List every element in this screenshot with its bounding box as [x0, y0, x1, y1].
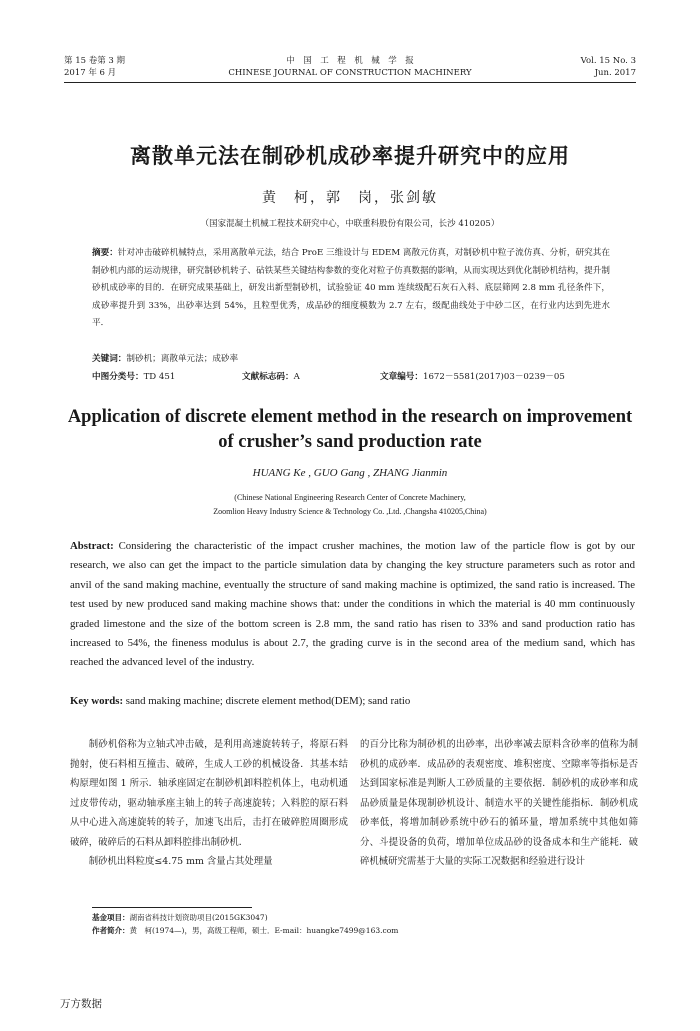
volume-en: Vol. 15 No. 3 — [580, 56, 636, 66]
abstract-en-text: Considering the characteristic of the impact crusher machines, the motion law of the particle flow is got by our research, we also can get the impact to the particle simulation data by changing the key structure parameters such as rotor and anvil of the sand making machine, eventually the structure of sand making machine is optimized, the sand ratio is increased. The test used by new produced sand making machine shows that: under the conditions in which the material is 40 mm continuously graded limestone and the size of the bottom screen is 2.8 mm, the sand ratio has risen to 33% and sand production ratio has increased to 54%, the fineness modulus is about 2.7, the grading curve is in the second area of the medium sand, which has reached the advanced level of the industry. — [70, 540, 635, 669]
wanfang-watermark: 万方数据 — [60, 998, 102, 1010]
affiliation-en-line2: Zoomlion Heavy Industry Science & Technology Co. ,Ltd. ,Changsha 410205,China) — [213, 507, 487, 516]
article-number — [380, 370, 565, 385]
title-cn: 离散单元法在制砂机成砂率提升研究中的应用 — [130, 144, 570, 168]
fund-label: 基金项目： — [92, 913, 130, 922]
body-paragraph: 制砂机俗称为立轴式冲击破，是利用高速旋转转子，将原石料抛射，使石料相互撞击、破碎，生成人工砂的机械设备．其基本结构原理如图 1 所示．轴承座固定在制砂机卸料腔机体上，电动机通过皮带传动，驱动轴承座主轴上的转子高速旋转；入料腔的原石料从中心进入高速旋转的转子，加速飞出后，击打在破碎腔周圈形成破碎，破碎后的石料从卸料腔排出制砂机． — [70, 739, 348, 848]
authors-en: HUANG Ke , GUO Gang , ZHANG Jianmin — [252, 467, 448, 479]
body-column-left — [70, 735, 348, 872]
footnote-rule — [92, 907, 252, 908]
date-cn: 2017 年 6 月 — [64, 68, 117, 78]
article-value: 1672－5581(2017)03－0239－05 — [422, 372, 565, 382]
abstract-cn-text: 针对冲击破碎机械特点，采用离散单元法，结合 ProE 三维设计与 EDEM 离散元仿真，对制砂机中粒子流仿真、分析，研究其在制砂机内部的运动规律，研究制砂机转子、砧铁某些关键结构参数的变化对粒子仿真数据的影响，从而实现达到优化制砂机结构，提升制砂机成砂率的目的．在研究成果基础上，研发出新型制砂机，试验验证 40 mm 连续级配石灰石入料、底层筛网 2.8 mm 孔径条件下，成砂率提升到 33%，出砂率达到 54%，且粒型优秀，成品砂的细度模数为 2.7 左右，级配曲线处于中砂二区，在行业内达到先进水平． — [92, 248, 610, 328]
doc-label: 文献标志码： — [242, 372, 294, 382]
affiliation-cn: （国家混凝土机械工程技术研究中心，中联重科股份有限公司，长沙 410205） — [200, 219, 500, 229]
abstract-cn-label: 摘要： — [92, 248, 118, 258]
abstract-cn — [92, 245, 610, 333]
keywords-cn-label: 关键词： — [92, 354, 127, 364]
author-bio-text: 黄 柯(1974—)，男，高级工程师，硕士．E-mail：huangke7499@163.com — [129, 925, 399, 935]
doc-code — [242, 370, 300, 385]
authors-cn: 黄 柯，郭 岗，张剑敏 — [262, 190, 438, 206]
footnote — [92, 912, 398, 937]
clc-value: TD 451 — [143, 372, 176, 382]
keywords-en — [70, 692, 635, 710]
fund-text: 湖南省科技计划资助项目(2015GK3047) — [129, 913, 268, 922]
keywords-en-label: Key words: — [70, 695, 124, 707]
date-en: Jun. 2017 — [594, 68, 636, 78]
affiliation-en — [0, 491, 700, 519]
body-paragraph: 制砂机出料粒度≤4.75 mm 含量占其处理量 — [88, 856, 273, 867]
keywords-cn — [92, 352, 610, 367]
footnote-author — [92, 925, 398, 938]
title-en: Application of discrete element method in the research on improvement of crusher’s sand production rate — [67, 407, 633, 452]
abstract-en — [70, 537, 635, 673]
clc-label: 中图分类号： — [92, 372, 144, 382]
abstract-en-label: Abstract: — [70, 540, 114, 552]
body-column-right — [360, 735, 638, 872]
volume-cn: 第 15 卷第 3 期 — [64, 56, 126, 66]
article-label: 文章编号： — [380, 372, 423, 382]
page-header — [64, 55, 636, 85]
author-bio-label: 作者简介： — [92, 925, 130, 935]
clc-number — [92, 370, 175, 385]
journal-name-en: CHINESE JOURNAL OF CONSTRUCTION MACHINERY — [228, 68, 472, 78]
header-volume-en — [581, 55, 636, 79]
keywords-cn-text: 制砂机；离散单元法；成砂率 — [126, 354, 239, 364]
journal-name-cn: 中 国 工 程 机 械 学 报 — [286, 56, 414, 66]
header-journal — [64, 55, 636, 79]
doc-value: A — [293, 372, 300, 382]
header-rule — [64, 82, 636, 83]
affiliation-en-line1: (Chinese National Engineering Research Center of Concrete Machinery, — [234, 493, 466, 502]
footnote-fund — [92, 912, 398, 925]
body-paragraph: 的百分比称为制砂机的出砂率，出砂率减去原料含砂率的值称为制砂机的成砂率．成品砂的表观密度、堆积密度、空隙率等指标是否达到国家标准是判断人工砂质量的主要依据．制砂机的成砂率和成品砂质量是体现制砂机设计、制造水平的关键性能指标．制砂机成砂率低，将增加制砂系统中砂石的循环量，增加系统中其他如筛分、斗提设备的负荷，增加单位成品砂的设备成本和生产能耗．破碎机械研究需基于大量的实际工况数据和经验进行设计 — [360, 739, 638, 867]
keywords-en-text: sand making machine; discrete element method(DEM); sand ratio — [123, 695, 411, 707]
